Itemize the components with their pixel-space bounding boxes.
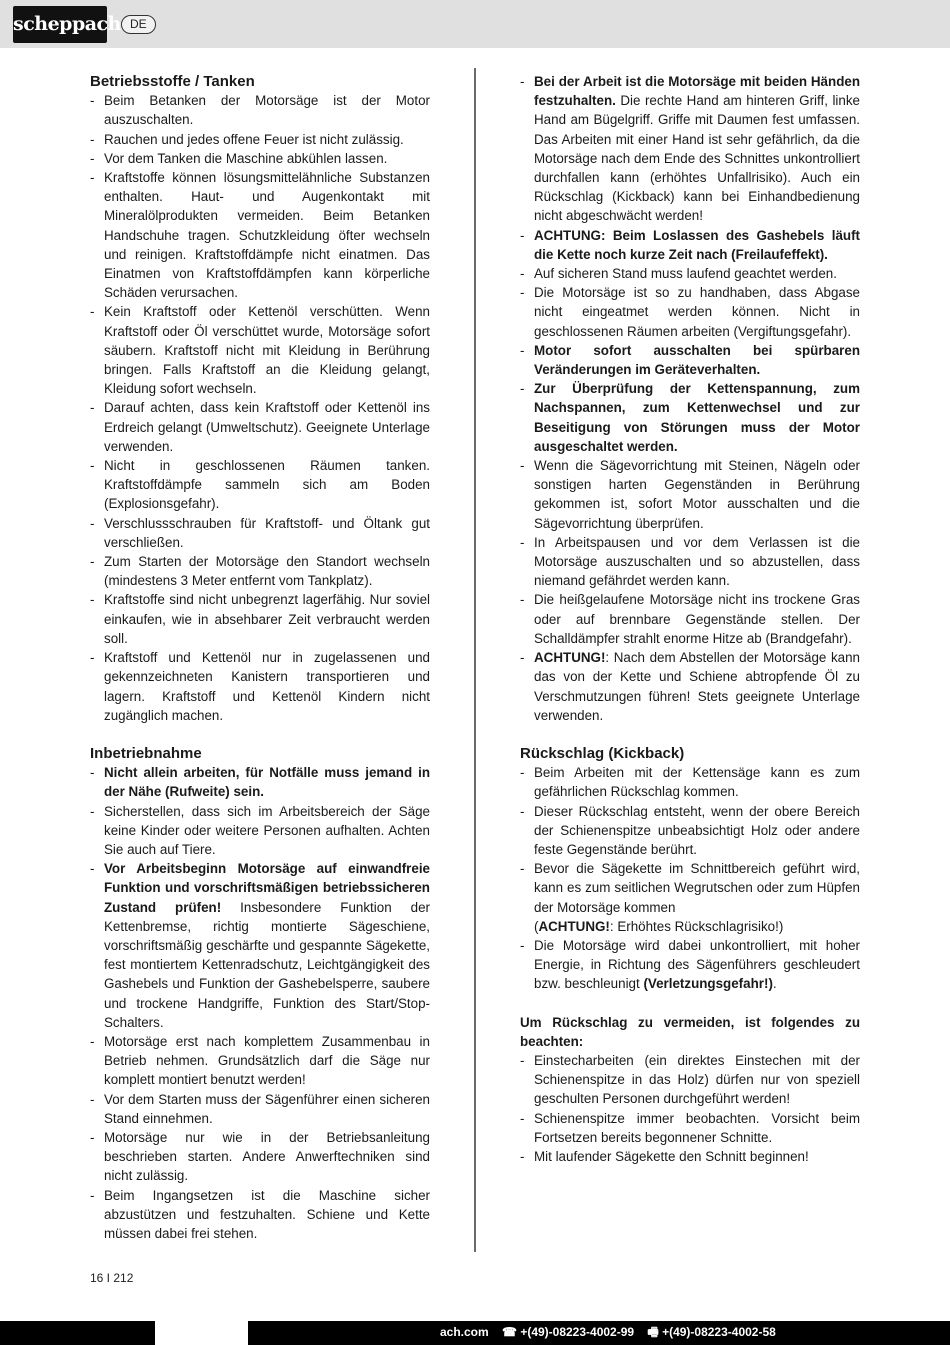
- list-item: - Motorsäge nur wie in der Betriebsanleitung beschrieben starten. Andere Anwerftechniken sind nicht zulässig.: [90, 1128, 430, 1186]
- list-item: - Kraftstoff und Kettenöl nur in zugelassenen und gekennzeichneten Kanistern transportieren und lagern. Kraftstoff und Kettenöl Kindern nicht zugänglich machen.: [90, 648, 430, 725]
- list-item: - Zur Überprüfung der Kettenspannung, zum Nachspannen, zum Kettenwechsel und zur Beseitigung von Störungen muss der Motor ausgeschaltet werden.: [520, 379, 860, 456]
- list-item: - Beim Betanken der Motorsäge ist der Motor auszuschalten.: [90, 91, 430, 129]
- list-item: - Vor dem Starten muss der Sägenführer einen sicheren Stand einnehmen.: [90, 1090, 430, 1128]
- list-item: - Dieser Rückschlag entsteht, wenn der obere Bereich der Schienenspitze unbeabsichtigt Holz oder andere feste Gegenstände berührt.: [520, 802, 860, 860]
- list-item: - Beim Arbeiten mit der Kettensäge kann es zum gefährlichen Rückschlag kommen.: [520, 763, 860, 801]
- list-item: - Motor sofort ausschalten bei spürbaren Veränderungen im Geräteverhalten.: [520, 341, 860, 379]
- list-item: - Rauchen und jedes offene Feuer ist nicht zulässig.: [90, 130, 430, 149]
- language-badge: DE: [121, 15, 156, 34]
- list-item: - Mit laufender Sägekette den Schnitt beginnen!: [520, 1147, 860, 1166]
- list-item: - Einstecharbeiten (ein direktes Einstechen mit der Schienenspitze in das Holz) dürfen nur von speziell geschulten Personen durchgeführt werden!: [520, 1051, 860, 1109]
- list-item: - Wenn die Sägevorrichtung mit Steinen, Nägeln oder sonstigen harten Gegenständen in Berührung gekommen ist, sofort Motor ausschalten und die Sägevorrichtung überprüfen.: [520, 456, 860, 533]
- right-column: [520, 72, 860, 1166]
- kickback-avoid-intro: Um Rückschlag zu vermeiden, ist folgendes zu beachten:: [520, 1014, 860, 1049]
- list-item: - Kraftstoffe sind nicht unbegrenzt lagerfähig. Nur soviel einkaufen, wie in absehbarer Zeit verbraucht werden soll.: [90, 590, 430, 648]
- list-item: - Nicht in geschlossenen Räumen tanken. Kraftstoffdämpfe sammeln sich am Boden (Explosionsgefahr).: [90, 456, 430, 514]
- section-title-fuel: Betriebsstoffe / Tanken: [90, 73, 255, 90]
- page-number: 16 I 212: [90, 1271, 134, 1285]
- list-item: - Verschlussschrauben für Kraftstoff- und Öltank gut verschließen.: [90, 514, 430, 552]
- list-item: - Nicht allein arbeiten, für Notfälle muss jemand in der Nähe (Rufweite) sein.: [90, 763, 430, 801]
- fuel-list: [90, 91, 430, 725]
- list-item: - Auf sicheren Stand muss laufend geachtet werden.: [520, 264, 860, 283]
- list-item: - In Arbeitspausen und vor dem Verlassen ist die Motorsäge auszuschalten und so abzustellen, dass niemand gefährdet werden kann.: [520, 533, 860, 591]
- kickback-list: [520, 763, 860, 993]
- list-item: - Bei der Arbeit ist die Motorsäge mit beiden Händen festzuhalten. Die rechte Hand am hinteren Griff, linke Hand am Bügelgriff. Griffe mit Daumen fest umfassen. Das Arbeiten mit einer Hand ist sehr gefährlich, da die Motorsäge nach dem Ende des Schnittes unkontrolliert durchfallen kann (erhöhtes Unfallrisiko). Auch ein Rückschlag (Kickback) kann bei Einhandbedienung nicht abgeschwächt werden!: [520, 72, 860, 226]
- column-divider: [474, 68, 476, 1252]
- list-item: - Vor Arbeitsbeginn Motorsäge auf einwandfreie Funktion und vorschriftsmäßigen betriebssicheren Zustand prüfen! Insbesondere Funktion der Kettenbremse, richtig montierte Sägeschiene, vorschriftsmäßig geschärfte und gespannte Sägekette, fest montiertem Kettenradschutz, Leichtgängigkeit des Gashebels und Funktion der Gashebelsperre, saubere und trockene Handgriffe, Funktion des Start/Stop-Schalters.: [90, 859, 430, 1032]
- list-item: - Die Motorsäge ist so zu handhaben, dass Abgase nicht eingeatmet werden können. Nicht in geschlossenen Räumen arbeiten (Vergiftungsgefahr).: [520, 283, 860, 341]
- page-header: [0, 0, 950, 48]
- list-item: - Schienenspitze immer beobachten. Vorsicht beim Fortsetzen bereits begonnener Schnitte.: [520, 1109, 860, 1147]
- list-item: - Die heißgelaufene Motorsäge nicht ins trockene Gras oder auf brennbare Gegenstände stellen. Der Schalldämpfer strahlt enorme Hitze ab (Brandgefahr).: [520, 590, 860, 648]
- list-item: - Kein Kraftstoff oder Kettenöl verschütten. Wenn Kraftstoff oder Öl verschüttet wurde, Motorsäge sofort säubern. Kraftstoff nicht mit Kleidung in Berührung bringen. Falls Kraftstoff an die Kleidung gelangt, Kleidung sofort wechseln.: [90, 302, 430, 398]
- page-footer: [0, 1321, 950, 1345]
- operation-list: [520, 72, 860, 725]
- footer-phone: ☎ +(49)-08223-4002-99: [502, 1325, 635, 1339]
- list-item: - Zum Starten der Motorsäge den Standort wechseln (mindestens 3 Meter entfernt vom Tankplatz).: [90, 552, 430, 590]
- left-column: [90, 72, 430, 1243]
- list-item: - Kraftstoffe können lösungsmittelähnliche Substanzen enthalten. Haut- und Augenkontakt mit Mineralölprodukten vermeiden. Beim Betanken Handschuhe tragen. Schutzkleidung öfter wechseln und reinigen. Kraftstoffdämpfe nicht einatmen. Das Einatmen von Kraftstoffdämpfen kann körperliche Schäden verursachen.: [90, 168, 430, 302]
- list-item: - Bevor die Sägekette im Schnittbereich geführt wird, kann es zum seitlichen Wegrutschen oder zum Hüpfen der Motorsäge kommen (ACHTUNG!: Erhöhtes Rückschlagrisiko!): [520, 859, 860, 936]
- section-title-startup: Inbetriebnahme: [90, 744, 202, 762]
- list-item: - Beim Ingangsetzen ist die Maschine sicher abzustützen und festzuhalten. Schiene und Kette müssen dabei frei stehen.: [90, 1186, 430, 1244]
- list-item: - Die Motorsäge wird dabei unkontrolliert, mit hoher Energie, in Richtung des Sägenführers geschleudert bzw. beschleunigt (Verletzungsgefahr!).: [520, 936, 860, 994]
- list-item: - Sicherstellen, dass sich im Arbeitsbereich der Säge keine Kinder oder weitere Personen aufhalten. Achten Sie auch auf Tiere.: [90, 802, 430, 860]
- footer-website: ach.com: [440, 1325, 489, 1339]
- footer-fax: 🖷 +(49)-08223-4002-58: [647, 1325, 776, 1339]
- list-item: - Darauf achten, dass kein Kraftstoff oder Kettenöl ins Erdreich gelangt (Umweltschutz). Geeignete Unterlage verwenden.: [90, 398, 430, 456]
- scheppach-logo: scheppach: [13, 6, 107, 43]
- list-item: - ACHTUNG!: Nach dem Abstellen der Motorsäge kann das von der Kette und Schiene abtropfende Öl zu Verschmutzungen führen! Stets geeignete Unterlage verwenden.: [520, 648, 860, 725]
- list-item: - Vor dem Tanken die Maschine abkühlen lassen.: [90, 149, 430, 168]
- list-item: - ACHTUNG: Beim Loslassen des Gashebels läuft die Kette noch kurze Zeit nach (Freilaufeffekt).: [520, 226, 860, 264]
- list-item: - Motorsäge erst nach komplettem Zusammenbau in Betrieb nehmen. Grundsätzlich darf die Säge nur komplett montiert benutzt werden!: [90, 1032, 430, 1090]
- kickback-avoid-list: [520, 1051, 860, 1166]
- startup-list: [90, 763, 430, 1243]
- section-title-kickback: Rückschlag (Kickback): [520, 744, 685, 762]
